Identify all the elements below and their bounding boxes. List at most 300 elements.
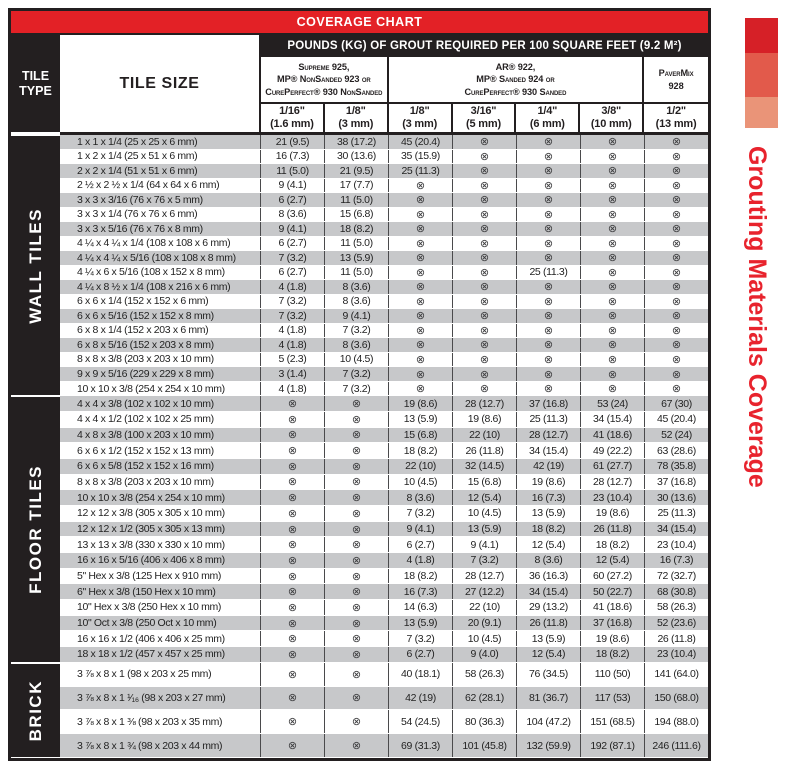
not-recommended-icon: ⊗ [671,252,682,265]
coverage-value-cell: 19 (8.6) [581,506,645,521]
coverage-value-cell: 18 (8.2) [325,222,389,236]
coverage-value-cell: 110 (50) [581,663,645,686]
coverage-value-cell: 4 (1.8) [389,553,453,568]
coverage-value-cell: 8 (3.6) [261,208,325,222]
table-row [60,193,708,208]
not-recommended-icon: ⊗ [581,324,645,338]
coverage-value-cell: 6 (2.7) [261,266,325,280]
color-swatch [745,53,778,97]
not-recommended-icon: ⊗ [261,506,325,521]
coverage-value-cell: 18 (8.2) [517,522,581,537]
coverage-value-cell: 76 (34.5) [517,663,581,686]
coverage-value-cell: 53 (24) [581,396,645,411]
coverage-value-cell: 4 (1.8) [261,280,325,294]
not-recommended-icon: ⊗ [581,237,645,251]
coverage-value-cell: 104 (47.2) [517,710,581,733]
not-recommended-icon: ⊗ [261,647,325,662]
not-recommended-icon: ⊗ [671,324,682,337]
coverage-value-cell: 13 (5.9) [517,631,581,646]
coverage-value-cell: 117 (53) [581,687,645,710]
not-recommended-icon: ⊗ [325,443,389,458]
tile-size-cell: 6 x 6 x 1/2 (152 x 152 x 13 mm) [60,443,261,458]
coverage-value-cell: 10 (4.5) [453,506,517,521]
coverage-value-cell: 3 (1.4) [261,367,325,381]
coverage-value-cell: 52 (24) [661,428,692,441]
not-recommended-icon: ⊗ [453,179,517,193]
coverage-value-cell: 28 (12.7) [581,475,645,490]
coverage-value-cell: 32 (14.5) [453,459,517,474]
table-row [60,295,708,310]
not-recommended-icon: ⊗ [325,734,389,757]
joint-size-line: (3 mm) [402,118,438,130]
coverage-value-cell: 18 (8.2) [389,443,453,458]
not-recommended-icon: ⊗ [389,193,453,207]
coverage-value-cell: 78 (35.8) [657,460,696,473]
tile-size-cell: 6 x 8 x 5/16 (152 x 203 x 8 mm) [60,338,261,352]
vertical-side-title: Grouting Materials Coverage [743,146,771,488]
coverage-value-cell: 54 (24.5) [389,710,453,733]
not-recommended-icon: ⊗ [453,353,517,367]
coverage-value-cell: 42 (19) [517,459,581,474]
tile-size-cell: 10" Hex x 3/8 (250 Hex x 10 mm) [60,600,261,615]
not-recommended-icon: ⊗ [325,396,389,411]
coverage-value-cell: 7 (3.2) [389,631,453,646]
coverage-value-cell: 72 (32.7) [657,570,696,583]
joint-size-line: 1/8" [409,104,430,117]
not-recommended-icon: ⊗ [325,506,389,521]
table-row [60,135,708,150]
product-group-line: 928 [668,80,684,91]
coverage-value-cell: 150 (68.0) [654,691,699,704]
tile-size-cell: 3 ⅞ x 8 x 1 (98 x 203 x 25 mm) [60,663,261,686]
coverage-value-cell: 6 (2.7) [389,537,453,552]
coverage-value-cell: 19 (8.6) [453,412,517,427]
not-recommended-icon: ⊗ [671,208,682,221]
not-recommended-icon: ⊗ [261,734,325,757]
coverage-value-cell: 45 (20.4) [657,413,696,426]
not-recommended-icon: ⊗ [389,251,453,265]
section-rows [60,396,708,662]
tile-size-cell: 16 x 16 x 5/16 (406 x 406 x 8 mm) [60,553,261,568]
not-recommended-icon: ⊗ [671,136,682,149]
not-recommended-icon: ⊗ [325,412,389,427]
tile-size-cell: 2 ½ x 2 ½ x 1/4 (64 x 64 x 6 mm) [60,179,261,193]
coverage-value-cell: 26 (11.8) [581,522,645,537]
not-recommended-icon: ⊗ [517,135,581,149]
not-recommended-icon: ⊗ [671,237,682,250]
table-row [60,353,708,368]
coverage-value-cell: 26 (11.8) [453,443,517,458]
coverage-value-cell: 62 (28.1) [453,687,517,710]
not-recommended-icon: ⊗ [671,310,682,323]
not-recommended-icon: ⊗ [261,710,325,733]
table-header [11,11,708,135]
coverage-value-cell: 30 (13.6) [657,491,696,504]
not-recommended-icon: ⊗ [453,280,517,294]
joint-size-header [644,104,708,135]
not-recommended-icon: ⊗ [325,647,389,662]
coverage-value-cell: 9 (4.1) [261,222,325,236]
not-recommended-icon: ⊗ [517,150,581,164]
product-group-header [389,57,644,104]
coverage-value-cell: 21 (9.5) [325,164,389,178]
not-recommended-icon: ⊗ [581,266,645,280]
table-row [60,382,708,397]
coverage-value-cell: 81 (36.7) [517,687,581,710]
coverage-value-cell: 34 (15.4) [581,412,645,427]
table-row [60,443,708,459]
not-recommended-icon: ⊗ [389,324,453,338]
coverage-value-cell: 8 (3.6) [325,280,389,294]
coverage-value-cell: 11 (5.0) [325,237,389,251]
not-recommended-icon: ⊗ [671,383,682,396]
coverage-value-cell: 23 (10.4) [581,490,645,505]
tile-size-cell: 3 x 3 x 3/16 (76 x 76 x 5 mm) [60,193,261,207]
not-recommended-icon: ⊗ [261,687,325,710]
coverage-value-cell: 17 (7.7) [325,179,389,193]
coverage-value-cell: 7 (3.2) [325,367,389,381]
not-recommended-icon: ⊗ [261,600,325,615]
coverage-value-cell: 49 (22.2) [581,443,645,458]
table-row [60,553,708,569]
tile-size-cell: 3 ⅞ x 8 x 1 ¾ (98 x 203 x 44 mm) [60,734,261,757]
not-recommended-icon: ⊗ [453,150,517,164]
not-recommended-icon: ⊗ [389,353,453,367]
section-rows [60,663,708,758]
tile-size-cell: 4 ¼ x 4 ¼ x 5/16 (108 x 108 x 8 mm) [60,251,261,265]
coverage-value-cell: 58 (26.3) [453,663,517,686]
joint-size-line: (13 mm) [655,118,697,130]
coverage-value-cell: 7 (3.2) [389,506,453,521]
coverage-value-cell: 6 (2.7) [261,193,325,207]
coverage-value-cell: 11 (5.0) [325,266,389,280]
not-recommended-icon: ⊗ [581,367,645,381]
coverage-value-cell: 37 (16.8) [657,475,696,488]
not-recommended-icon: ⊗ [261,537,325,552]
table-row [60,600,708,616]
coverage-value-cell: 80 (36.3) [453,710,517,733]
joint-size-header [516,104,580,135]
coverage-value-cell: 61 (27.7) [581,459,645,474]
tile-size-cell: 2 x 2 x 1/4 (51 x 51 x 6 mm) [60,164,261,178]
coverage-value-cell: 12 (5.4) [517,647,581,662]
coverage-value-cell: 40 (18.1) [389,663,453,686]
tile-size-cell: 1 x 1 x 1/4 (25 x 25 x 6 mm) [60,135,261,149]
not-recommended-icon: ⊗ [389,382,453,396]
tile-size-cell: 6 x 6 x 5/16 (152 x 152 x 8 mm) [60,309,261,323]
tile-size-cell: 4 x 4 x 3/8 (102 x 102 x 10 mm) [60,396,261,411]
table-row [60,179,708,194]
not-recommended-icon: ⊗ [325,710,389,733]
not-recommended-icon: ⊗ [581,150,645,164]
pounds-header-bar: POUNDS (KG) OF GROUT REQUIRED PER 100 SQUARE FEET (9.2 M²) [261,35,708,57]
coverage-value-cell: 42 (19) [389,687,453,710]
coverage-value-cell: 27 (12.2) [453,584,517,599]
coverage-value-cell: 13 (5.9) [389,412,453,427]
not-recommended-icon: ⊗ [325,616,389,631]
section-label-text: WALL TILES [25,207,45,324]
not-recommended-icon: ⊗ [517,164,581,178]
table-row [60,537,708,553]
coverage-value-cell: 194 (88.0) [654,715,699,728]
tile-size-cell: 16 x 16 x 1/2 (406 x 406 x 25 mm) [60,631,261,646]
coverage-value-cell: 7 (3.2) [325,324,389,338]
product-group-line: AR® 922, [495,62,536,73]
table-row [60,522,708,538]
coverage-value-cell: 192 (87.1) [581,734,645,757]
tile-size-cell: 5" Hex x 3/8 (125 Hex x 910 mm) [60,569,261,584]
not-recommended-icon: ⊗ [517,280,581,294]
not-recommended-icon: ⊗ [517,179,581,193]
coverage-value-cell: 18 (8.2) [581,537,645,552]
tile-size-cell: 3 x 3 x 1/4 (76 x 76 x 6 mm) [60,208,261,222]
coverage-value-cell: 9 (4.0) [453,647,517,662]
not-recommended-icon: ⊗ [517,309,581,323]
not-recommended-icon: ⊗ [325,490,389,505]
coverage-value-cell: 22 (10) [389,459,453,474]
not-recommended-icon: ⊗ [325,428,389,443]
not-recommended-icon: ⊗ [389,222,453,236]
not-recommended-icon: ⊗ [581,280,645,294]
table-row [60,266,708,281]
not-recommended-icon: ⊗ [517,324,581,338]
section-rows [60,135,708,396]
coverage-value-cell: 101 (45.8) [453,734,517,757]
coverage-value-cell: 25 (11.3) [517,266,581,280]
coverage-value-cell: 13 (5.9) [453,522,517,537]
coverage-value-cell: 63 (28.6) [657,444,696,457]
tile-size-cell: 1 x 2 x 1/4 (25 x 51 x 6 mm) [60,150,261,164]
joint-size-line: 1/2" [666,104,686,117]
joint-size-line: (6 mm) [529,118,565,130]
coverage-value-cell: 25 (11.3) [517,412,581,427]
coverage-chart-title-bar [11,11,708,35]
tile-size-cell: 18 x 18 x 1/2 (457 x 457 x 25 mm) [60,647,261,662]
table-row [60,237,708,252]
tile-size-cell: 8 x 8 x 3/8 (203 x 203 x 10 mm) [60,475,261,490]
not-recommended-icon: ⊗ [325,569,389,584]
coverage-value-cell: 8 (3.6) [389,490,453,505]
coverage-value-cell: 246 (111.6) [652,739,701,752]
coverage-value-cell: 7 (3.2) [261,295,325,309]
coverage-value-cell: 69 (31.3) [389,734,453,757]
tile-type-header: TILE TYPE [11,35,60,135]
coverage-value-cell: 10 (4.5) [389,475,453,490]
joint-size-header [261,104,325,135]
joint-size-header [453,104,517,135]
not-recommended-icon: ⊗ [325,600,389,615]
table-row [60,631,708,647]
coverage-value-cell: 7 (3.2) [261,251,325,265]
tile-size-cell: 3 ⅞ x 8 x 1 ⅜ (98 x 203 x 35 mm) [60,710,261,733]
coverage-value-cell: 18 (8.2) [389,569,453,584]
not-recommended-icon: ⊗ [517,237,581,251]
not-recommended-icon: ⊗ [261,584,325,599]
tile-section [11,396,708,662]
not-recommended-icon: ⊗ [671,150,682,163]
coverage-value-cell: 52 (23.6) [657,617,696,630]
not-recommended-icon: ⊗ [517,222,581,236]
not-recommended-icon: ⊗ [581,309,645,323]
coverage-value-cell: 21 (9.5) [261,135,325,149]
coverage-value-cell: 19 (8.6) [389,396,453,411]
joint-size-line: 3/8" [601,104,622,117]
not-recommended-icon: ⊗ [261,428,325,443]
coverage-value-cell: 22 (10) [453,428,517,443]
not-recommended-icon: ⊗ [453,251,517,265]
not-recommended-icon: ⊗ [453,164,517,178]
coverage-value-cell: 58 (26.3) [657,601,696,614]
not-recommended-icon: ⊗ [581,208,645,222]
not-recommended-icon: ⊗ [581,164,645,178]
coverage-value-cell: 23 (10.4) [657,648,696,661]
not-recommended-icon: ⊗ [453,208,517,222]
not-recommended-icon: ⊗ [325,631,389,646]
not-recommended-icon: ⊗ [581,353,645,367]
table-row [60,396,708,412]
not-recommended-icon: ⊗ [671,353,682,366]
not-recommended-icon: ⊗ [261,663,325,686]
not-recommended-icon: ⊗ [389,338,453,352]
not-recommended-icon: ⊗ [325,687,389,710]
not-recommended-icon: ⊗ [581,179,645,193]
coverage-value-cell: 68 (30.8) [657,585,696,598]
tile-size-cell: 10 x 10 x 3/8 (254 x 254 x 10 mm) [60,490,261,505]
table-row [60,734,708,758]
not-recommended-icon: ⊗ [389,295,453,309]
not-recommended-icon: ⊗ [671,194,682,207]
joint-size-line: (5 mm) [466,118,501,130]
not-recommended-icon: ⊗ [453,324,517,338]
tile-size-cell: 4 x 4 x 1/2 (102 x 102 x 25 mm) [60,412,261,427]
not-recommended-icon: ⊗ [581,251,645,265]
tile-section [11,663,708,758]
not-recommended-icon: ⊗ [517,208,581,222]
table-row [60,647,708,663]
coverage-value-cell: 67 (30) [661,397,692,410]
coverage-value-cell: 16 (7.3) [517,490,581,505]
not-recommended-icon: ⊗ [581,193,645,207]
section-label-text: BRICK [25,679,45,742]
color-swatch [745,97,778,128]
not-recommended-icon: ⊗ [389,309,453,323]
coverage-value-cell: 4 (1.8) [261,324,325,338]
table-row [60,324,708,339]
table-row [60,710,708,734]
table-row [60,569,708,585]
not-recommended-icon: ⊗ [261,522,325,537]
coverage-value-cell: 11 (5.0) [325,193,389,207]
product-group-header [644,57,708,104]
not-recommended-icon: ⊗ [389,237,453,251]
coverage-value-cell: 38 (17.2) [325,135,389,149]
not-recommended-icon: ⊗ [261,412,325,427]
coverage-value-cell: 34 (15.4) [657,523,696,535]
joint-size-line: 1/4" [537,104,558,117]
color-swatch-blocks [745,18,778,128]
table-row [60,663,708,687]
coverage-value-cell: 9 (4.1) [325,309,389,323]
section-label [11,136,60,395]
not-recommended-icon: ⊗ [389,208,453,222]
table-row [60,459,708,475]
coverage-value-cell: 6 (2.7) [389,647,453,662]
not-recommended-icon: ⊗ [453,338,517,352]
not-recommended-icon: ⊗ [389,266,453,280]
table-row [60,428,708,444]
coverage-value-cell: 5 (2.3) [261,353,325,367]
not-recommended-icon: ⊗ [671,368,682,381]
product-group-line: CurePerfect® 930 Sanded [464,86,567,97]
page-title: COVERAGE CHART [296,15,423,29]
coverage-value-cell: 26 (11.8) [517,616,581,631]
not-recommended-icon: ⊗ [517,353,581,367]
table-row [60,338,708,353]
coverage-value-cell: 12 (5.4) [453,490,517,505]
joint-size-line: 3/16" [470,104,497,117]
coverage-value-cell: 29 (13.2) [517,600,581,615]
coverage-value-cell: 132 (59.9) [517,734,581,757]
product-group-line: CurePerfect® 930 NonSanded [265,86,383,97]
not-recommended-icon: ⊗ [671,281,682,294]
coverage-value-cell: 13 (5.9) [325,251,389,265]
not-recommended-icon: ⊗ [453,135,517,149]
tile-size-cell: 4 ¼ x 4 ¼ x 1/4 (108 x 108 x 6 mm) [60,237,261,251]
not-recommended-icon: ⊗ [261,616,325,631]
coverage-value-cell: 41 (18.6) [581,600,645,615]
color-swatch [745,18,778,53]
not-recommended-icon: ⊗ [261,631,325,646]
table-row [60,475,708,491]
not-recommended-icon: ⊗ [581,295,645,309]
section-label [11,664,60,757]
table-row [60,208,708,223]
not-recommended-icon: ⊗ [671,165,682,178]
tile-size-cell: 9 x 9 x 5/16 (229 x 229 x 8 mm) [60,367,261,381]
tile-size-cell: 6 x 8 x 1/4 (152 x 203 x 6 mm) [60,324,261,338]
coverage-value-cell: 19 (8.6) [517,475,581,490]
coverage-value-cell: 36 (16.3) [517,569,581,584]
coverage-value-cell: 22 (10) [453,600,517,615]
not-recommended-icon: ⊗ [517,295,581,309]
section-label-text: FLOOR TILES [25,465,45,594]
coverage-value-cell: 4 (1.8) [261,382,325,396]
coverage-value-cell: 34 (15.4) [517,584,581,599]
section-label [11,397,60,661]
coverage-value-cell: 16 (7.3) [659,554,694,567]
not-recommended-icon: ⊗ [453,222,517,236]
coverage-value-cell: 15 (6.8) [453,475,517,490]
not-recommended-icon: ⊗ [453,309,517,323]
coverage-value-cell: 13 (5.9) [517,506,581,521]
coverage-value-cell: 25 (11.3) [389,164,453,178]
joint-size-header [580,104,644,135]
product-group-line: Supreme 925, [298,62,350,73]
product-group-line: PaverMix [658,68,694,79]
coverage-value-cell: 28 (12.7) [453,396,517,411]
tile-size-cell: 10" Oct x 3/8 (250 Oct x 10 mm) [60,616,261,631]
tile-size-cell: 3 x 3 x 5/16 (76 x 76 x 8 mm) [60,222,261,236]
coverage-value-cell: 14 (6.3) [389,600,453,615]
not-recommended-icon: ⊗ [581,135,645,149]
table-row [60,164,708,179]
joint-size-line: 1/8" [345,104,366,117]
coverage-value-cell: 8 (3.6) [517,553,581,568]
table-row [60,616,708,632]
table-row [60,412,708,428]
not-recommended-icon: ⊗ [517,251,581,265]
coverage-value-cell: 28 (12.7) [453,569,517,584]
